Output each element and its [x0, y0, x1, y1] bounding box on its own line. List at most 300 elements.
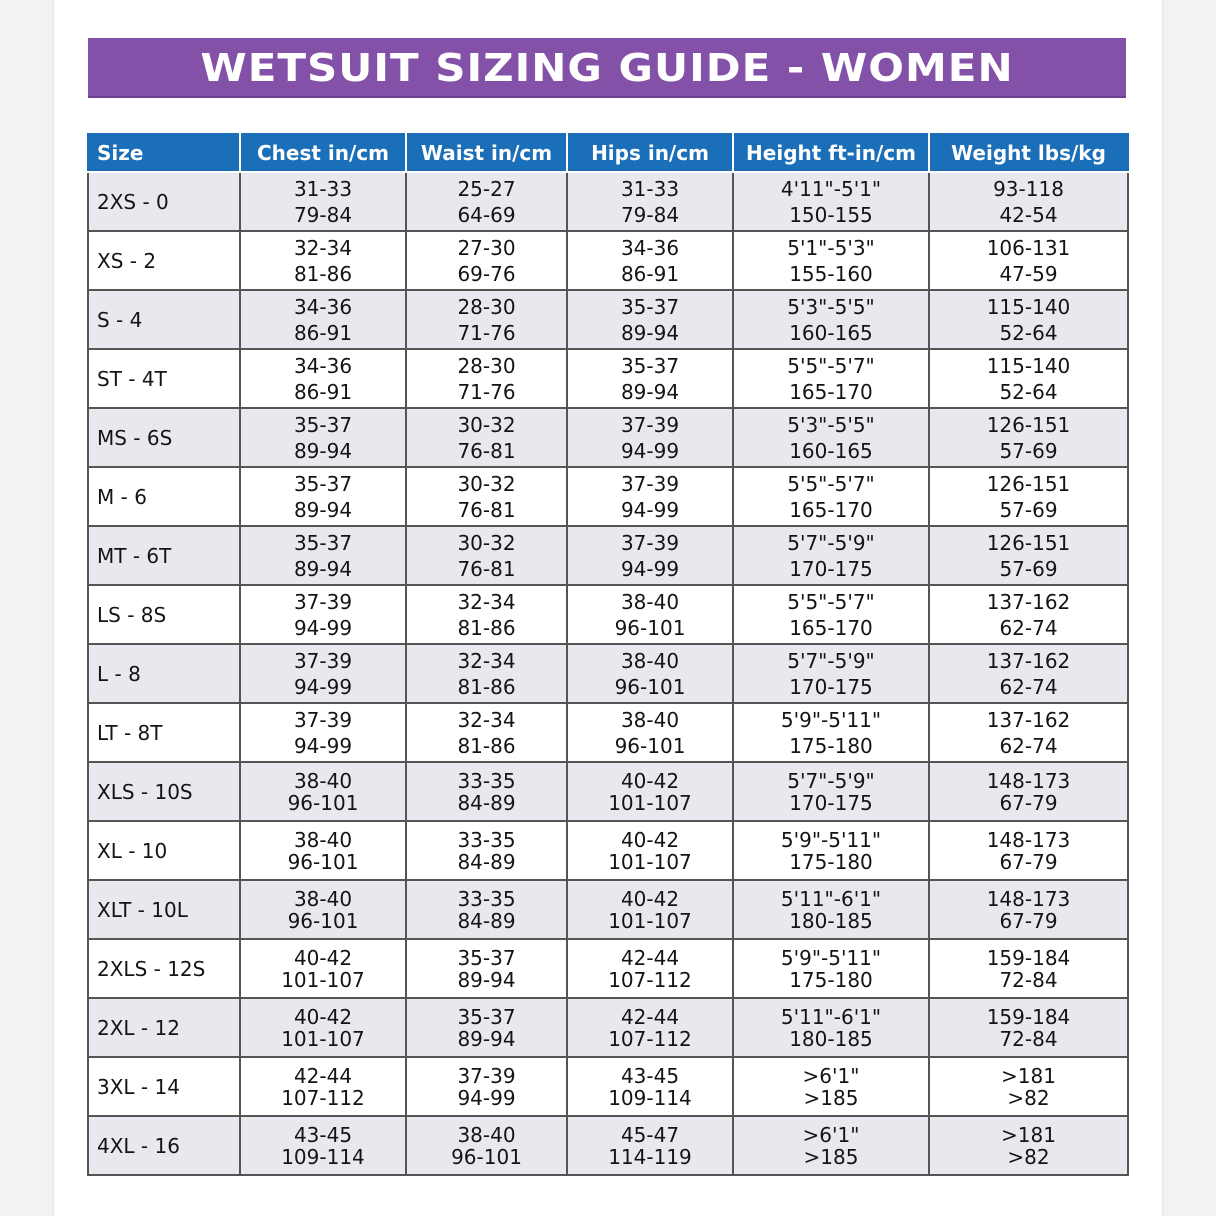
weight-cell	[929, 821, 1128, 880]
waist-cell	[406, 644, 567, 703]
size-cell: L - 8	[88, 644, 240, 703]
chest-cell	[240, 408, 406, 467]
hips-cell	[567, 762, 733, 821]
weight-imperial: 159-184	[986, 1004, 1071, 1029]
waist-metric: 84-89	[457, 790, 516, 815]
height-imperial: 5'5"-5'7"	[787, 471, 875, 496]
height-cell	[733, 939, 929, 998]
header-size: Size	[88, 134, 240, 172]
weight-cell	[929, 762, 1128, 821]
hips-cell	[567, 172, 733, 231]
height-cell	[733, 172, 929, 231]
chest-cell	[240, 821, 406, 880]
hips-cell	[567, 526, 733, 585]
chest-metric: 89-94	[293, 438, 353, 463]
weight-metric: 47-59	[999, 261, 1058, 286]
waist-cell	[406, 762, 567, 821]
waist-imperial: 32-34	[457, 707, 516, 732]
table-row	[88, 998, 1128, 1057]
size-cell: XLS - 10S	[88, 762, 240, 821]
weight-metric: 62-74	[999, 615, 1058, 640]
height-imperial: 5'7"-5'9"	[787, 648, 875, 673]
weight-cell	[929, 349, 1128, 408]
height-cell	[733, 585, 929, 644]
weight-cell	[929, 644, 1128, 703]
height-imperial: 5'9"-5'11"	[780, 827, 882, 852]
hips-metric: 89-94	[620, 320, 680, 345]
waist-cell	[406, 1116, 567, 1175]
weight-metric: 57-69	[999, 497, 1058, 522]
header-waist: Waist in/cm	[406, 134, 567, 172]
waist-metric: 71-76	[457, 320, 516, 345]
waist-cell	[406, 526, 567, 585]
waist-imperial: 27-30	[457, 235, 516, 260]
waist-cell	[406, 1057, 567, 1116]
waist-cell	[406, 467, 567, 526]
weight-imperial: 115-140	[986, 294, 1071, 319]
weight-cell	[929, 880, 1128, 939]
chest-metric: 94-99	[293, 674, 353, 699]
waist-metric: 94-99	[457, 1085, 516, 1110]
hips-cell	[567, 998, 733, 1057]
hips-metric: 107-112	[608, 967, 692, 992]
weight-cell	[929, 1057, 1128, 1116]
height-cell	[733, 408, 929, 467]
weight-imperial: 126-151	[986, 471, 1071, 496]
chest-cell	[240, 231, 406, 290]
weight-imperial: 148-173	[986, 886, 1071, 911]
chest-metric: 86-91	[293, 379, 353, 404]
hips-imperial: 35-37	[620, 353, 680, 378]
chest-metric: 79-84	[293, 202, 353, 227]
chest-metric: 96-101	[287, 790, 359, 815]
waist-imperial: 33-35	[457, 886, 516, 911]
height-cell	[733, 467, 929, 526]
header-chest: Chest in/cm	[240, 134, 406, 172]
waist-metric: 69-76	[457, 261, 516, 286]
weight-cell	[929, 1116, 1128, 1175]
hips-cell	[567, 1116, 733, 1175]
table-row	[88, 526, 1128, 585]
waist-metric: 76-81	[457, 556, 516, 581]
hips-cell	[567, 349, 733, 408]
height-cell	[733, 1057, 929, 1116]
hips-imperial: 34-36	[620, 235, 680, 260]
height-imperial: 5'9"-5'11"	[780, 707, 882, 732]
hips-imperial: 37-39	[620, 471, 680, 496]
hips-metric: 96-101	[614, 733, 686, 758]
weight-metric: 67-79	[999, 790, 1058, 815]
waist-metric: 84-89	[457, 849, 516, 874]
weight-metric: 62-74	[999, 674, 1058, 699]
waist-imperial: 28-30	[457, 353, 516, 378]
table-row	[88, 231, 1128, 290]
hips-imperial: 40-42	[620, 886, 680, 911]
page-title: WETSUIT SIZING GUIDE - WOMEN	[200, 44, 1014, 90]
hips-imperial: 35-37	[620, 294, 680, 319]
waist-cell	[406, 939, 567, 998]
height-metric: 175-180	[789, 733, 873, 758]
hips-cell	[567, 644, 733, 703]
chest-imperial: 34-36	[293, 353, 353, 378]
size-cell: 4XL - 16	[88, 1116, 240, 1175]
chest-imperial: 35-37	[293, 412, 353, 437]
height-cell	[733, 880, 929, 939]
size-cell: XLT - 10L	[88, 880, 240, 939]
chest-imperial: 35-37	[293, 471, 353, 496]
weight-cell	[929, 703, 1128, 762]
height-imperial: 5'5"-5'7"	[787, 353, 875, 378]
weight-metric: 67-79	[999, 908, 1058, 933]
size-cell: S - 4	[88, 290, 240, 349]
chest-cell	[240, 349, 406, 408]
hips-imperial: 38-40	[620, 589, 680, 614]
weight-imperial: >181	[1001, 1122, 1056, 1147]
size-cell: ST - 4T	[88, 349, 240, 408]
weight-cell	[929, 998, 1128, 1057]
hips-cell	[567, 821, 733, 880]
waist-imperial: 38-40	[457, 1122, 516, 1147]
weight-cell	[929, 231, 1128, 290]
waist-imperial: 33-35	[457, 768, 516, 793]
weight-imperial: 159-184	[986, 945, 1071, 970]
height-metric: >185	[803, 1144, 859, 1169]
weight-metric: 62-74	[999, 733, 1058, 758]
chest-cell	[240, 585, 406, 644]
height-metric: 175-180	[789, 967, 873, 992]
hips-cell	[567, 703, 733, 762]
chest-cell	[240, 998, 406, 1057]
size-cell: 2XL - 12	[88, 998, 240, 1057]
table-row	[88, 1057, 1128, 1116]
height-imperial: >6'1"	[802, 1122, 860, 1147]
weight-cell	[929, 408, 1128, 467]
chest-imperial: 38-40	[293, 768, 353, 793]
chest-imperial: 34-36	[293, 294, 353, 319]
height-cell	[733, 526, 929, 585]
height-metric: 165-170	[789, 497, 873, 522]
chest-metric: 89-94	[293, 497, 353, 522]
chest-metric: 81-86	[293, 261, 353, 286]
table-body	[88, 172, 1128, 1175]
table-row	[88, 290, 1128, 349]
size-cell: XS - 2	[88, 231, 240, 290]
hips-metric: 89-94	[620, 379, 680, 404]
height-imperial: 5'9"-5'11"	[780, 945, 882, 970]
weight-metric: 52-64	[999, 379, 1058, 404]
chest-cell	[240, 467, 406, 526]
waist-imperial: 30-32	[457, 471, 516, 496]
chest-cell	[240, 703, 406, 762]
waist-cell	[406, 998, 567, 1057]
chest-cell	[240, 290, 406, 349]
chest-imperial: 40-42	[293, 945, 353, 970]
waist-metric: 81-86	[457, 615, 516, 640]
waist-metric: 84-89	[457, 908, 516, 933]
height-imperial: 5'7"-5'9"	[787, 768, 875, 793]
weight-imperial: 137-162	[986, 589, 1071, 614]
table-row	[88, 172, 1128, 231]
waist-imperial: 33-35	[457, 827, 516, 852]
hips-metric: 101-107	[608, 908, 692, 933]
chest-imperial: 31-33	[293, 176, 353, 201]
chest-imperial: 37-39	[293, 707, 353, 732]
waist-metric: 76-81	[457, 438, 516, 463]
weight-metric: 57-69	[999, 438, 1058, 463]
weight-cell	[929, 939, 1128, 998]
chest-cell	[240, 939, 406, 998]
waist-cell	[406, 703, 567, 762]
table-row	[88, 821, 1128, 880]
hips-metric: 96-101	[614, 615, 686, 640]
weight-imperial: 126-151	[986, 412, 1071, 437]
table-row	[88, 880, 1128, 939]
hips-metric: 94-99	[620, 497, 680, 522]
chest-metric: 96-101	[287, 849, 359, 874]
chest-cell	[240, 880, 406, 939]
height-imperial: 4'11"-5'1"	[780, 176, 882, 201]
size-cell: 2XLS - 12S	[88, 939, 240, 998]
height-metric: >185	[803, 1085, 859, 1110]
height-metric: 155-160	[789, 261, 873, 286]
chest-imperial: 43-45	[293, 1122, 353, 1147]
table-row	[88, 644, 1128, 703]
weight-imperial: 93-118	[993, 176, 1064, 201]
sizing-table	[87, 133, 1129, 1176]
height-metric: 165-170	[789, 615, 873, 640]
height-imperial: 5'3"-5'5"	[787, 412, 875, 437]
table-row	[88, 467, 1128, 526]
height-cell	[733, 762, 929, 821]
sizing-guide-page	[54, 0, 1162, 1216]
hips-metric: 114-119	[608, 1144, 692, 1169]
waist-cell	[406, 408, 567, 467]
chest-metric: 89-94	[293, 556, 353, 581]
weight-cell	[929, 290, 1128, 349]
weight-cell	[929, 585, 1128, 644]
hips-cell	[567, 231, 733, 290]
hips-cell	[567, 939, 733, 998]
height-cell	[733, 349, 929, 408]
height-metric: 175-180	[789, 849, 873, 874]
waist-imperial: 30-32	[457, 530, 516, 555]
chest-cell	[240, 762, 406, 821]
weight-imperial: 137-162	[986, 707, 1071, 732]
chest-imperial: 38-40	[293, 886, 353, 911]
hips-metric: 94-99	[620, 556, 680, 581]
height-imperial: >6'1"	[802, 1063, 860, 1088]
height-metric: 160-165	[789, 320, 873, 345]
hips-metric: 101-107	[608, 790, 692, 815]
height-imperial: 5'11"-6'1"	[780, 886, 882, 911]
waist-imperial: 32-34	[457, 648, 516, 673]
waist-cell	[406, 231, 567, 290]
hips-metric: 79-84	[620, 202, 680, 227]
table-row	[88, 585, 1128, 644]
weight-cell	[929, 526, 1128, 585]
waist-cell	[406, 290, 567, 349]
waist-imperial: 35-37	[457, 945, 516, 970]
hips-imperial: 31-33	[620, 176, 680, 201]
hips-cell	[567, 880, 733, 939]
height-cell	[733, 290, 929, 349]
table-header-row	[88, 134, 1128, 172]
weight-cell	[929, 172, 1128, 231]
height-metric: 180-185	[789, 1026, 873, 1051]
chest-imperial: 37-39	[293, 648, 353, 673]
waist-metric: 64-69	[457, 202, 516, 227]
weight-imperial: 126-151	[986, 530, 1071, 555]
chest-imperial: 37-39	[293, 589, 353, 614]
chest-metric: 107-112	[281, 1085, 365, 1110]
height-cell	[733, 231, 929, 290]
waist-cell	[406, 585, 567, 644]
table-row	[88, 349, 1128, 408]
hips-metric: 101-107	[608, 849, 692, 874]
waist-metric: 81-86	[457, 733, 516, 758]
chest-metric: 101-107	[281, 967, 365, 992]
weight-metric: >82	[1007, 1085, 1050, 1110]
waist-metric: 89-94	[457, 967, 516, 992]
size-cell: LT - 8T	[88, 703, 240, 762]
chest-metric: 101-107	[281, 1026, 365, 1051]
size-cell: LS - 8S	[88, 585, 240, 644]
waist-imperial: 32-34	[457, 589, 516, 614]
table-row	[88, 762, 1128, 821]
chest-imperial: 42-44	[293, 1063, 353, 1088]
height-cell	[733, 1116, 929, 1175]
waist-imperial: 25-27	[457, 176, 516, 201]
size-cell: M - 6	[88, 467, 240, 526]
height-metric: 165-170	[789, 379, 873, 404]
chest-metric: 96-101	[287, 908, 359, 933]
hips-metric: 109-114	[608, 1085, 692, 1110]
chest-metric: 86-91	[293, 320, 353, 345]
table-row	[88, 703, 1128, 762]
header-weight: Weight lbs/kg	[929, 134, 1128, 172]
height-cell	[733, 821, 929, 880]
hips-metric: 94-99	[620, 438, 680, 463]
waist-cell	[406, 821, 567, 880]
height-metric: 170-175	[789, 790, 873, 815]
hips-cell	[567, 290, 733, 349]
chest-cell	[240, 644, 406, 703]
weight-metric: 42-54	[999, 202, 1058, 227]
chest-cell	[240, 526, 406, 585]
waist-cell	[406, 349, 567, 408]
chest-metric: 94-99	[293, 733, 353, 758]
weight-metric: >82	[1007, 1144, 1050, 1169]
size-cell: 2XS - 0	[88, 172, 240, 231]
weight-imperial: 106-131	[986, 235, 1071, 260]
height-imperial: 5'5"-5'7"	[787, 589, 875, 614]
waist-imperial: 35-37	[457, 1004, 516, 1029]
chest-cell	[240, 1057, 406, 1116]
title-banner	[88, 38, 1126, 98]
height-metric: 150-155	[789, 202, 873, 227]
weight-cell	[929, 467, 1128, 526]
waist-cell	[406, 880, 567, 939]
hips-imperial: 37-39	[620, 412, 680, 437]
weight-imperial: >181	[1001, 1063, 1056, 1088]
height-metric: 160-165	[789, 438, 873, 463]
chest-imperial: 35-37	[293, 530, 353, 555]
header-hips: Hips in/cm	[567, 134, 733, 172]
waist-metric: 89-94	[457, 1026, 516, 1051]
height-metric: 180-185	[789, 908, 873, 933]
weight-metric: 52-64	[999, 320, 1058, 345]
chest-imperial: 32-34	[293, 235, 353, 260]
waist-imperial: 37-39	[457, 1063, 516, 1088]
hips-metric: 86-91	[620, 261, 680, 286]
waist-metric: 96-101	[451, 1144, 522, 1169]
size-cell: XL - 10	[88, 821, 240, 880]
size-cell: MT - 6T	[88, 526, 240, 585]
weight-imperial: 137-162	[986, 648, 1071, 673]
height-metric: 170-175	[789, 556, 873, 581]
weight-imperial: 148-173	[986, 827, 1071, 852]
chest-imperial: 40-42	[293, 1004, 353, 1029]
weight-imperial: 148-173	[986, 768, 1071, 793]
hips-cell	[567, 467, 733, 526]
weight-metric: 57-69	[999, 556, 1058, 581]
hips-metric: 107-112	[608, 1026, 692, 1051]
height-cell	[733, 703, 929, 762]
height-cell	[733, 998, 929, 1057]
table-row	[88, 408, 1128, 467]
waist-imperial: 28-30	[457, 294, 516, 319]
chest-cell	[240, 172, 406, 231]
height-imperial: 5'7"-5'9"	[787, 530, 875, 555]
chest-imperial: 38-40	[293, 827, 353, 852]
weight-metric: 72-84	[999, 1026, 1058, 1051]
hips-imperial: 43-45	[620, 1063, 680, 1088]
hips-metric: 96-101	[614, 674, 686, 699]
height-imperial: 5'3"-5'5"	[787, 294, 875, 319]
weight-imperial: 115-140	[986, 353, 1071, 378]
hips-cell	[567, 408, 733, 467]
height-metric: 170-175	[789, 674, 873, 699]
hips-imperial: 42-44	[620, 945, 680, 970]
weight-metric: 72-84	[999, 967, 1058, 992]
hips-imperial: 42-44	[620, 1004, 680, 1029]
header-height: Height ft-in/cm	[733, 134, 929, 172]
chest-metric: 94-99	[293, 615, 353, 640]
chest-cell	[240, 1116, 406, 1175]
hips-cell	[567, 1057, 733, 1116]
hips-imperial: 40-42	[620, 768, 680, 793]
size-cell: 3XL - 14	[88, 1057, 240, 1116]
height-cell	[733, 644, 929, 703]
height-imperial: 5'1"-5'3"	[787, 235, 875, 260]
chest-metric: 109-114	[281, 1144, 365, 1169]
table-row	[88, 1116, 1128, 1175]
waist-metric: 76-81	[457, 497, 516, 522]
waist-imperial: 30-32	[457, 412, 516, 437]
weight-metric: 67-79	[999, 849, 1058, 874]
waist-metric: 71-76	[457, 379, 516, 404]
hips-imperial: 37-39	[620, 530, 680, 555]
table-row	[88, 939, 1128, 998]
hips-cell	[567, 585, 733, 644]
hips-imperial: 45-47	[620, 1122, 680, 1147]
waist-metric: 81-86	[457, 674, 516, 699]
height-imperial: 5'11"-6'1"	[780, 1004, 882, 1029]
waist-cell	[406, 172, 567, 231]
hips-imperial: 40-42	[620, 827, 680, 852]
size-cell: MS - 6S	[88, 408, 240, 467]
hips-imperial: 38-40	[620, 648, 680, 673]
